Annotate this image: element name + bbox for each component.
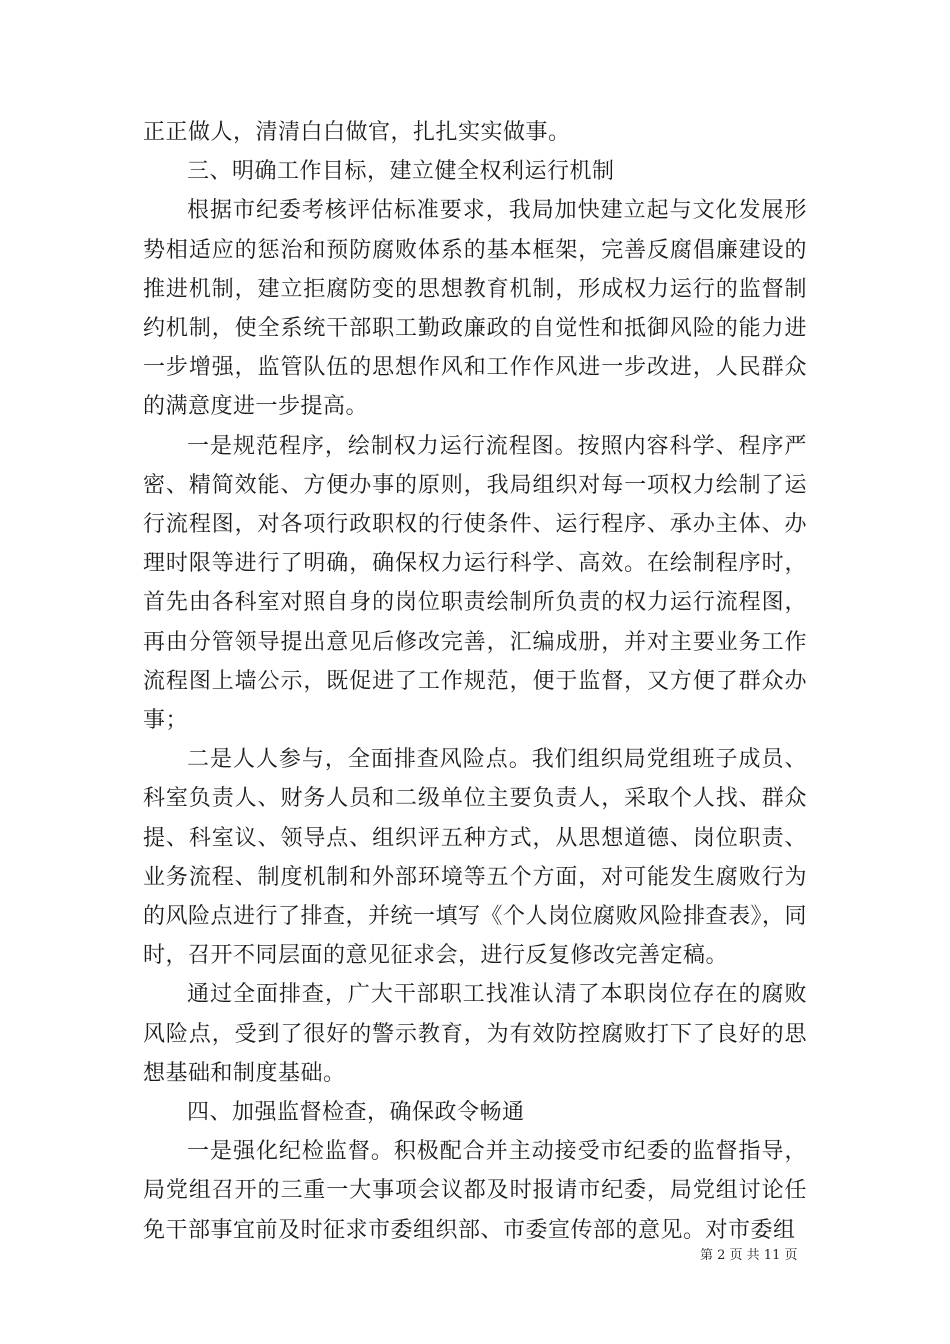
paragraph-supervision: 一是强化纪检监督。积极配合并主动接受市纪委的监督指导，局党组召开的三重一大事项会议都及时报请市纪委，局党组讨论任免干部事宜前及时征求市委组织部、市委宣传部的意见。对市委组 (143, 1139, 807, 1243)
paragraph-assessment: 根据市纪委考核评估标准要求，我局加快建立起与文化发展形势相适应的惩治和预防腐败体系的基本框架，完善反腐倡廉建设的推进机制，建立拒腐防变的思想教育机制，形成权力运行的监督制约机制，使全系统干部职工勤政廉政的自觉性和抵御风险的能力进一步增强，监管队伍的思想作风和工作作风进一步改进，人民群众的满意度进一步提高。 (143, 198, 807, 420)
paragraph-flowchart: 一是规范程序，绘制权力运行流程图。按照内容科学、程序严密、精简效能、方便办事的原则，我局组织对每一项权力绘制了运行流程图，对各项行政职权的行使条件、运行程序、承办主体、办理时限等进行了明确，确保权力运行科学、高效。在绘制程序时，首先由各科室对照自身的岗位职责绘制所负责的权力运行流程图，再由分管领导提出意见后修改完善，汇编成册，并对主要业务工作流程图上墙公示，既促进了工作规范，便于监督，又方便了群众办事； (143, 433, 807, 734)
paragraph-risk-check: 二是人人参与，全面排查风险点。我们组织局党组班子成员、科室负责人、财务人员和二级单位主要负责人，采取个人找、群众提、科室议、领导点、组织评五种方式，从思想道德、岗位职责、业务流程、制度机制和外部环境等五个方面，对可能发生腐败行为的风险点进行了排查，并统一填写《个人岗位腐败风险排查表》，同时，召开不同层面的意见征求会，进行反复修改完善定稿。 (143, 747, 808, 969)
document-body (143, 113, 807, 1250)
page-number: 第 2 页 共 11 页 (700, 1248, 798, 1263)
paragraph-summary: 通过全面排查，广大干部职工找准认清了本职岗位存在的腐败风险点，受到了很好的警示教育，为有效防控腐败打下了良好的思想基础和制度基础。 (143, 982, 807, 1086)
section-heading-4: 四、加强监督检查，确保政令畅通 (187, 1100, 525, 1126)
section-heading-3: 三、明确工作目标，建立健全权利运行机制 (187, 159, 615, 185)
continuation-paragraph: 正正做人，清清白白做官，扎扎实实做事。 (143, 120, 571, 145)
